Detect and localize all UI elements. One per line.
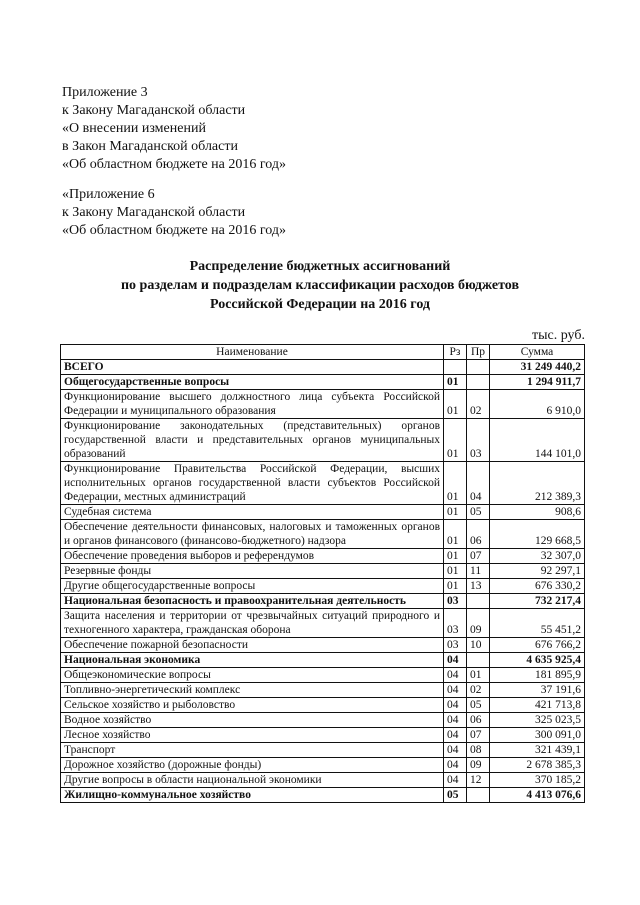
- document-title: [0, 257, 640, 314]
- table-row: [61, 564, 585, 579]
- row-pr: 06: [467, 713, 490, 728]
- row-rz: 03: [444, 594, 467, 609]
- units-label: тыс. руб.: [532, 328, 585, 343]
- appendix-3-line: «О внесении изменений: [62, 121, 206, 136]
- row-rz: [444, 360, 467, 375]
- row-pr: 05: [467, 505, 490, 520]
- row-pr: 04: [467, 462, 490, 505]
- row-name: Транспорт: [61, 743, 444, 758]
- appendix-6-line: к Закону Магаданской области: [62, 205, 246, 220]
- table-row: [61, 773, 585, 788]
- appendix-6-line: «Об областном бюджете на 2016 год»: [62, 223, 286, 238]
- row-name: ВСЕГО: [61, 360, 444, 375]
- row-sum: 370 185,2: [490, 773, 585, 788]
- row-name: Общеэкономические вопросы: [61, 668, 444, 683]
- row-name: Общегосударственные вопросы: [61, 375, 444, 390]
- row-rz: 03: [444, 609, 467, 638]
- row-sum: 676 766,2: [490, 638, 585, 653]
- row-name: Другие общегосударственные вопросы: [61, 579, 444, 594]
- table-row: [61, 579, 585, 594]
- row-pr: 01: [467, 668, 490, 683]
- row-rz: 05: [444, 788, 467, 803]
- row-pr: 02: [467, 683, 490, 698]
- row-sum: 421 713,8: [490, 698, 585, 713]
- title-line: Российской Федерации на 2016 год: [209, 297, 430, 312]
- row-rz: 01: [444, 419, 467, 462]
- row-sum: 32 307,0: [490, 549, 585, 564]
- table-row: [61, 668, 585, 683]
- row-pr: 09: [467, 758, 490, 773]
- row-name: Национальная экономика: [61, 653, 444, 668]
- table-row: [61, 419, 585, 462]
- row-rz: 01: [444, 564, 467, 579]
- row-sum: 4 635 925,4: [490, 653, 585, 668]
- row-name: Топливно-энергетический комплекс: [61, 683, 444, 698]
- table-row: [61, 698, 585, 713]
- budget-table: [60, 344, 585, 803]
- row-sum: 144 101,0: [490, 419, 585, 462]
- header-name: Наименование: [61, 345, 444, 360]
- row-sum: 6 910,0: [490, 390, 585, 419]
- appendix-3-heading: [62, 84, 286, 174]
- table-row: [61, 758, 585, 773]
- row-sum: 129 668,5: [490, 520, 585, 549]
- row-pr: [467, 375, 490, 390]
- row-sum: 1 294 911,7: [490, 375, 585, 390]
- row-name: Резервные фонды: [61, 564, 444, 579]
- row-rz: 04: [444, 713, 467, 728]
- row-pr: 08: [467, 743, 490, 758]
- row-pr: [467, 360, 490, 375]
- row-rz: 04: [444, 683, 467, 698]
- row-pr: 07: [467, 549, 490, 564]
- row-sum: 321 439,1: [490, 743, 585, 758]
- row-sum: 37 191,6: [490, 683, 585, 698]
- row-sum: 4 413 076,6: [490, 788, 585, 803]
- row-pr: [467, 594, 490, 609]
- table-row: [61, 728, 585, 743]
- row-sum: 300 091,0: [490, 728, 585, 743]
- table-row: [61, 375, 585, 390]
- row-pr: 13: [467, 579, 490, 594]
- row-pr: 10: [467, 638, 490, 653]
- row-pr: [467, 788, 490, 803]
- row-name: Водное хозяйство: [61, 713, 444, 728]
- row-sum: 212 389,3: [490, 462, 585, 505]
- row-pr: 06: [467, 520, 490, 549]
- header-rz: Рз: [444, 345, 467, 360]
- appendix-3-line: Приложение 3: [62, 85, 148, 100]
- row-name: Другие вопросы в области национальной экономики: [61, 773, 444, 788]
- row-pr: 02: [467, 390, 490, 419]
- row-name: Дорожное хозяйство (дорожные фонды): [61, 758, 444, 773]
- row-name: Защита населения и территории от чрезвычайных ситуаций природного и техногенного характера, гражданская оборона: [61, 609, 444, 638]
- appendix-6-line: «Приложение 6: [62, 187, 155, 202]
- row-name: Сельское хозяйство и рыболовство: [61, 698, 444, 713]
- table-row: [61, 520, 585, 549]
- row-name: Лесное хозяйство: [61, 728, 444, 743]
- row-sum: 325 023,5: [490, 713, 585, 728]
- row-pr: 12: [467, 773, 490, 788]
- row-name: Обеспечение пожарной безопасности: [61, 638, 444, 653]
- table-row: [61, 743, 585, 758]
- table-row: [61, 549, 585, 564]
- row-rz: 04: [444, 698, 467, 713]
- appendix-3-line: «Об областном бюджете на 2016 год»: [62, 157, 286, 172]
- row-sum: 676 330,2: [490, 579, 585, 594]
- table-header-row: [61, 345, 585, 360]
- row-sum: 92 297,1: [490, 564, 585, 579]
- row-pr: [467, 653, 490, 668]
- row-name: Жилищно-коммунальное хозяйство: [61, 788, 444, 803]
- row-pr: 05: [467, 698, 490, 713]
- row-pr: 11: [467, 564, 490, 579]
- table-row: [61, 683, 585, 698]
- row-rz: 01: [444, 549, 467, 564]
- table-row: [61, 594, 585, 609]
- row-rz: 01: [444, 375, 467, 390]
- row-sum: 908,6: [490, 505, 585, 520]
- row-name: Национальная безопасность и правоохранительная деятельность: [61, 594, 444, 609]
- table-row: [61, 609, 585, 638]
- row-rz: 04: [444, 728, 467, 743]
- row-name: Обеспечение деятельности финансовых, налоговых и таможенных органов и органов финансового (финансово-бюджетного) надзора: [61, 520, 444, 549]
- appendix-3-line: в Закон Магаданской области: [62, 139, 238, 154]
- row-rz: 01: [444, 390, 467, 419]
- title-line: по разделам и подразделам классификации расходов бюджетов: [120, 278, 520, 293]
- row-rz: 04: [444, 653, 467, 668]
- table-row: [61, 653, 585, 668]
- row-sum: 55 451,2: [490, 609, 585, 638]
- row-rz: 01: [444, 520, 467, 549]
- row-pr: 03: [467, 419, 490, 462]
- title-line: Распределение бюджетных ассигнований: [189, 259, 451, 274]
- table-body: [61, 360, 585, 803]
- row-name: Функционирование законодательных (представительных) органов государственной власти и представительных органов муниципальных образований: [61, 419, 444, 462]
- table-row: [61, 788, 585, 803]
- table-row: [61, 713, 585, 728]
- row-name: Судебная система: [61, 505, 444, 520]
- header-sum: Сумма: [490, 345, 585, 360]
- row-rz: 04: [444, 668, 467, 683]
- header-pr: Пр: [467, 345, 490, 360]
- row-rz: 04: [444, 743, 467, 758]
- row-rz: 04: [444, 773, 467, 788]
- row-rz: 01: [444, 505, 467, 520]
- row-rz: 01: [444, 462, 467, 505]
- appendix-6-heading: [62, 186, 286, 240]
- row-sum: 2 678 385,3: [490, 758, 585, 773]
- row-pr: 09: [467, 609, 490, 638]
- table-row: [61, 505, 585, 520]
- table-row: [61, 390, 585, 419]
- table-row: [61, 360, 585, 375]
- row-name: Функционирование высшего должностного лица субъекта Российской Федерации и муниципального образования: [61, 390, 444, 419]
- row-pr: 07: [467, 728, 490, 743]
- row-rz: 01: [444, 579, 467, 594]
- row-sum: 181 895,9: [490, 668, 585, 683]
- row-rz: 03: [444, 638, 467, 653]
- appendix-3-line: к Закону Магаданской области: [62, 103, 246, 118]
- row-rz: 04: [444, 758, 467, 773]
- row-name: Обеспечение проведения выборов и референдумов: [61, 549, 444, 564]
- row-name: Функционирование Правительства Российской Федерации, высших исполнительных органов государственной власти субъектов Российской Федерации, местных администраций: [61, 462, 444, 505]
- table-row: [61, 638, 585, 653]
- row-sum: 732 217,4: [490, 594, 585, 609]
- table-row: [61, 462, 585, 505]
- row-sum: 31 249 440,2: [490, 360, 585, 375]
